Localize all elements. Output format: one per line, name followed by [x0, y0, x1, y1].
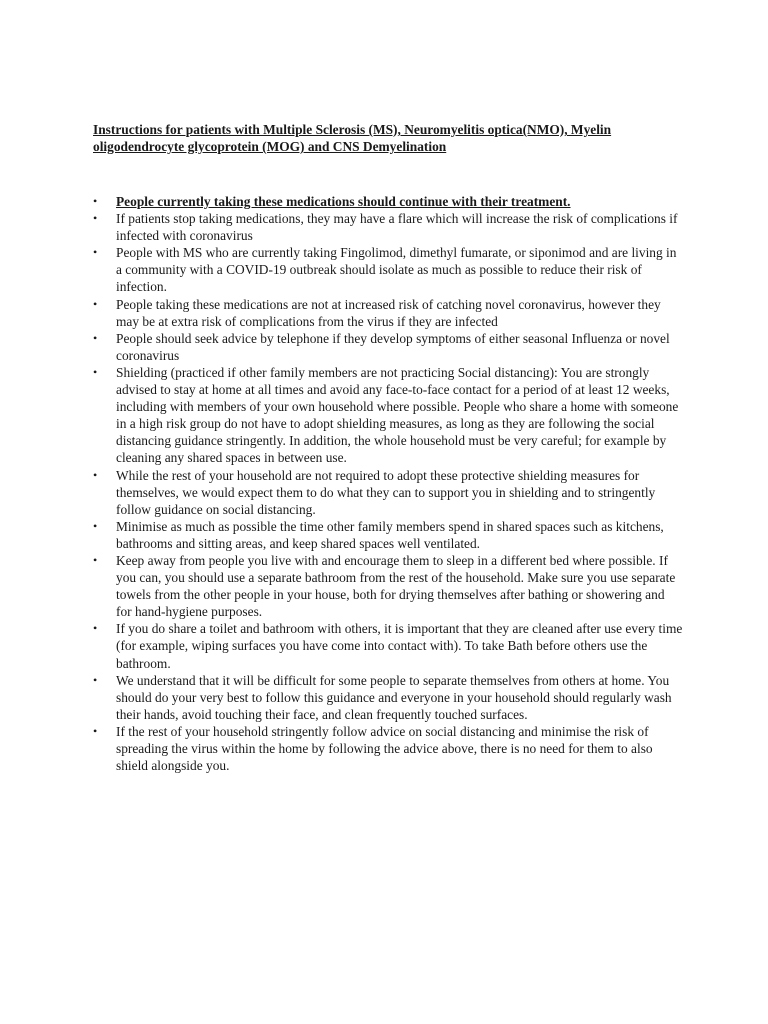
list-item: [93, 518, 683, 552]
bullet-icon: •: [93, 672, 98, 687]
list-item-text: We understand that it will be difficult for some people to separate themselves from others at home. You should do your very best to follow this guidance and everyone in your household should regularly wash their hands, avoid touching their face, and clean frequently touched surfaces.: [116, 672, 672, 722]
bullet-icon: •: [93, 296, 98, 311]
document-title: Instructions for patients with Multiple Sclerosis (MS), Neuromyelitis optica(NMO), Myelin oligodendrocyte glycoprotein (MOG) and CNS Demyelination: [93, 122, 612, 154]
list-item: [93, 467, 683, 518]
bullet-icon: •: [93, 245, 98, 260]
bullet-icon: •: [93, 364, 98, 379]
bullet-icon: •: [93, 467, 98, 482]
list-item: [93, 193, 683, 210]
bullet-icon: •: [93, 194, 98, 208]
list-item: [93, 672, 683, 723]
bullet-icon: •: [93, 330, 98, 345]
list-item-text: While the rest of your household are not required to adopt these protective shielding measures for themselves, we would expect them to do what they can to support you in shielding and to stringently follow guidance on social distancing.: [116, 467, 656, 517]
list-item: [93, 296, 683, 330]
list-item: [93, 364, 683, 467]
list-item: [93, 330, 683, 364]
bullet-icon: •: [93, 552, 98, 567]
list-item: [93, 723, 683, 774]
bullet-icon: •: [93, 723, 98, 738]
list-item-text: People with MS who are currently taking Fingolimod, dimethyl fumarate, or siponimod and are living in a community with a COVID-19 outbreak should isolate as much as possible to reduce their risk of infection.: [116, 245, 677, 295]
list-item: [93, 620, 683, 671]
list-item: [93, 210, 683, 244]
bullet-icon: •: [93, 518, 98, 533]
bullet-icon: •: [93, 211, 98, 226]
list-item: [93, 244, 683, 295]
list-item-text: Minimise as much as possible the time other family members spend in shared spaces such as kitchens, bathrooms and sitting areas, and keep shared spaces well ventilated.: [116, 518, 664, 551]
list-item-text: If you do share a toilet and bathroom with others, it is important that they are cleaned after use every time (for example, wiping surfaces you have come into contact with). To take Bath before others use the bathroom.: [116, 621, 683, 671]
list-item-text: People currently taking these medications should continue with their treatment.: [116, 194, 571, 209]
list-item-text: People should seek advice by telephone if they develop symptoms of either seasonal Influenza or novel coronavirus: [116, 330, 670, 363]
list-item-text: People taking these medications are not at increased risk of catching novel coronavirus, however they may be at extra risk of complications from the virus if they are infected: [116, 296, 661, 329]
list-item-text: Shielding (practiced if other family members are not practicing Social distancing): You are strongly advised to stay at home at all times and avoid any face-to-face contact for a period of at least 12 weeks, including with members of your own household where possible. People who share a home with someone in a high risk group do not have to adopt shielding measures, as long as they are following the social distancing guidance stringently. In addition, the whole household must be very careful; for example by cleaning any shared spaces in between use.: [116, 364, 679, 466]
guidance-list: [93, 193, 683, 774]
list-item-text: If the rest of your household stringently follow advice on social distancing and minimise the risk of spreading the virus within the home by following the advice above, there is no need for them to also shield alongside you.: [116, 723, 653, 774]
list-item-text: If patients stop taking medications, they may have a flare which will increase the risk of complications if infected with coronavirus: [116, 211, 678, 244]
document-page: [93, 121, 683, 774]
list-item: [93, 552, 683, 620]
list-item-text: Keep away from people you live with and encourage them to sleep in a different bed where possible. If you can, you should use a separate bathroom from the rest of the household. Make sure you use separate towels from the other people in your house, both for drying themselves after bathing or showering and for hand-hygiene purposes.: [116, 552, 676, 620]
bullet-icon: •: [93, 621, 98, 636]
